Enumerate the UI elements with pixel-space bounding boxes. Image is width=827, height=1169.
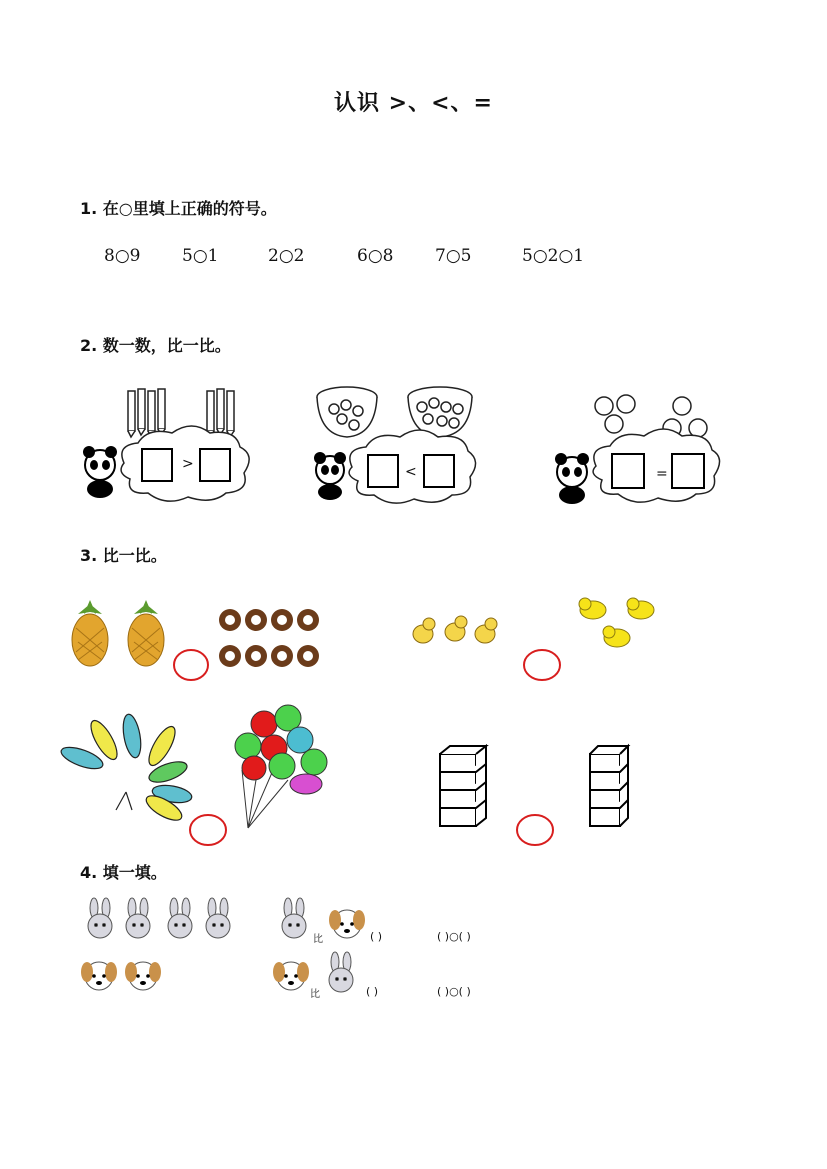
expression-4: 6○8 [357,246,394,266]
dogs-group [80,956,170,996]
fish-kites-icon [59,713,193,825]
chicks-left-icon [413,616,497,643]
flowers-icon [219,609,319,667]
compare-word: 比 [313,934,323,945]
pencil-bundle-left-icon [128,389,165,437]
rabbit-icon [278,898,312,942]
equals-symbol: = [656,466,668,482]
answer-blank[interactable]: ( )○( ) [437,985,471,998]
answer-blank[interactable]: ( ) [370,930,383,943]
compare-circle[interactable] [515,813,555,847]
expression-1: 8○9 [104,246,141,266]
question-2-label: 2. 数一数，比一比。 [80,336,231,355]
panda-icon [314,452,346,500]
question-1-label: 1. 在○里填上正确的符号。 [80,199,277,218]
fish-vs-balloons-illustration [52,700,342,830]
answer-blank[interactable]: ( ) [366,985,379,998]
pineapples-vs-flowers-illustration [66,598,356,688]
compare-word: 比 [310,989,320,1000]
compare-circle[interactable] [522,648,562,682]
answer-box [424,455,454,487]
answer-box [672,454,704,488]
panda-icon [555,453,589,504]
dog-icon [272,956,310,996]
question-3-label: 3. 比一比。 [80,546,167,565]
rabbit-icon [325,952,359,996]
pineapple-icon [128,600,164,666]
answer-box [368,455,398,487]
compare-circle[interactable] [188,813,228,847]
answer-blank[interactable]: ( )○( ) [437,930,471,943]
dog-icon [328,904,366,942]
rabbit-icon [126,898,150,938]
bowls-compare-illustration [312,385,492,515]
balloons-icon [235,705,327,828]
page-title: 认识 >、<、= [334,90,493,116]
greater-than-symbol: > [182,456,194,472]
expression-6: 5○2○1 [522,246,585,266]
expression-2: 5○1 [182,246,219,266]
chicks-right-icon [579,598,654,647]
rabbits-group [84,898,244,942]
compare-circle[interactable] [172,648,210,682]
pencil-bundle-right-icon [207,389,234,437]
cube-tower-right-icon [590,746,628,826]
rabbit-icon [168,898,192,938]
bowl-left-icon [317,387,377,437]
answer-box [612,454,644,488]
dog-icon [125,962,161,990]
rabbit-icon [206,898,230,938]
pencils-compare-illustration [80,385,280,515]
less-than-symbol: < [405,464,417,480]
expression-3: 2○2 [268,246,305,266]
question-4-label: 4. 填一填。 [80,863,167,882]
apples-left-icon [595,395,635,433]
apples-compare-illustration [552,392,732,517]
answer-box [200,449,230,481]
expression-5: 7○5 [435,246,472,266]
answer-box [142,449,172,481]
dog-icon [81,962,117,990]
pineapple-icon [72,600,108,666]
rabbit-icon [88,898,112,938]
cube-tower-left-icon [440,746,486,826]
panda-icon [83,446,117,498]
